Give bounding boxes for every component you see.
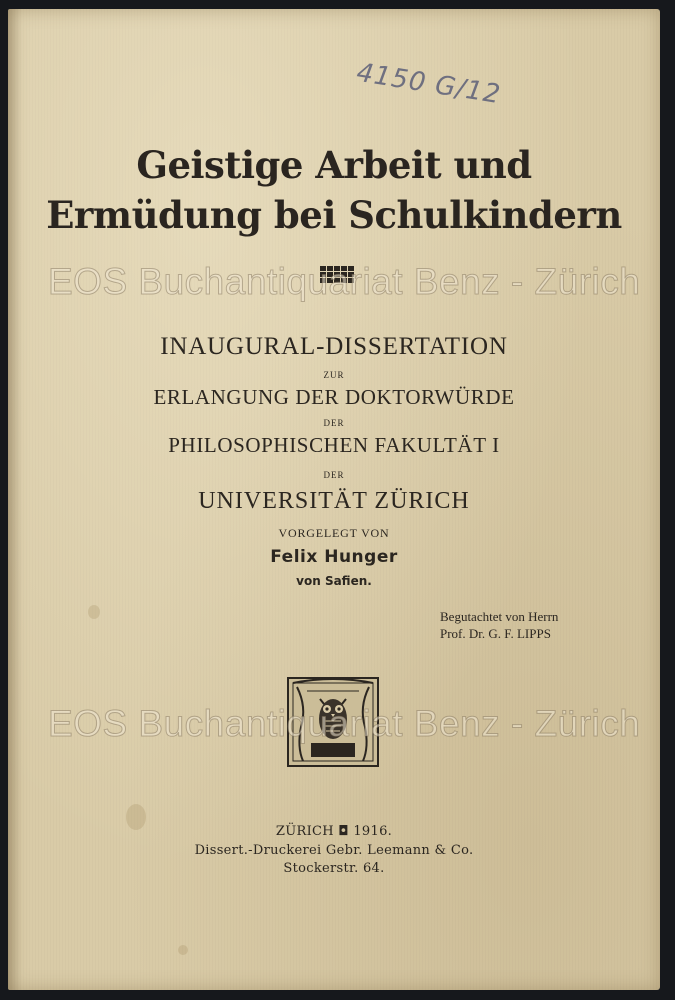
university-name: UNIVERSITÄT ZÜRICH (198, 488, 470, 514)
label-der-2: DER (323, 470, 345, 480)
dissertation-type: INAUGURAL-DISSERTATION (160, 333, 508, 360)
imprint-place-year: ZÜRICH ◘ 1916. (275, 824, 393, 839)
paper-stain (88, 605, 100, 619)
watermark-bottom: EOS Buchantiquariat Benz - Zürich (48, 703, 641, 744)
submitted-by-label: VORGELEGT VON (278, 526, 390, 540)
book-cover (8, 9, 660, 990)
dissertation-purpose: ERLANGUNG DER DOKTORWÜRDE (153, 385, 515, 409)
author-origin: von Safien. (296, 574, 372, 588)
paper-stain (178, 945, 188, 955)
label-der-1: DER (323, 418, 345, 428)
author-name: Felix Hunger (270, 547, 398, 567)
imprint-printer: Dissert.-Druckerei Gebr. Leemann & Co. (194, 843, 474, 858)
title-line-1: Geistige Arbeit und (136, 143, 532, 187)
reviewer-line-1: Begutachtet von Herrn (440, 609, 559, 624)
title-line-2: Ermüdung bei Schulkindern (46, 193, 622, 237)
faculty-name: PHILOSOPHISCHEN FAKULTÄT I (168, 433, 500, 457)
imprint-address: Stockerstr. 64. (283, 861, 385, 876)
reviewer-line-2: Prof. Dr. G. F. LIPPS (440, 626, 551, 641)
handwritten-shelf-mark: 4150 G/12 (354, 57, 503, 111)
watermark-top: EOS Buchantiquariat Benz - Zürich (48, 261, 641, 302)
label-zur: ZUR (323, 370, 345, 380)
